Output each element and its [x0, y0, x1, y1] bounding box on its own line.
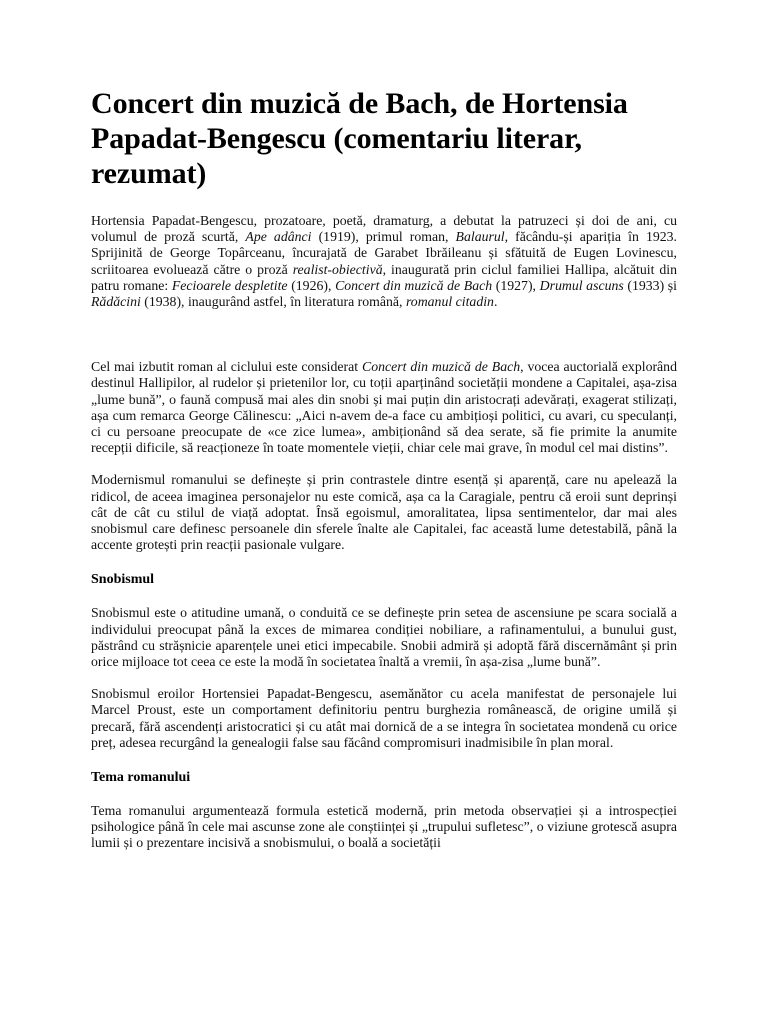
document-page [91, 86, 677, 852]
document-title: Concert din muzică de Bach, de Hortensia Papadat-Bengescu (comentariu literar, rezumat) [91, 87, 628, 190]
body-paragraph: Snobismul eroilor Hortensiei Papadat-Bengescu, asemănător cu acela manifestat de personajele lui Marcel Proust, este un comportament definitoriu pentru burghezia românească, de origine umilă și precară, fără ascendenți aristocratici și cu atât mai dornică de a se integra în societatea mondenă cu orice preț, adesea recurgând la genealogii false sau făcând compromisuri inadmisibile în plan moral. [91, 686, 677, 750]
text-run: (1919), primul roman, [311, 229, 456, 245]
book-title: Rădăcini [91, 294, 141, 310]
body-paragraph [91, 359, 677, 456]
emphasis: realist-obiectivă [292, 261, 383, 277]
body-paragraph: Tema romanului argumentează formula estetică modernă, prin metoda observației și a introspecției psihologice până în cele mai ascunse zone ale conștiinței și „trupului sufletesc”, o viziune grotescă asupra lumii și o prezentare incisivă a snobismului, o boală a societății [91, 803, 677, 851]
text-run: (1926), [287, 277, 336, 293]
text-run: . [493, 294, 498, 310]
text-run: (1938), inaugurând astfel, în literatura română, [140, 294, 406, 310]
body-paragraph: Modernismul romanului se definește și prin contrastele dintre esență și aparență, care nu apelează la ridicol, de aceea imaginea personajelor nu este comică, așa ca la Caragiale, pentru că eroii sunt deprinși cât de cât cu stilul de viață adoptat. Însă egoismul, amoralitatea, lipsa sentimentelor, dar mai ales snobismul care definesc persoanele din sferele înalte ale Capitalei, fac această lume detestabilă, până la accente grotești prin reacții pasionale vulgare. [91, 472, 677, 553]
text-run: Hortensia Papadat-Bengescu, prozatoare, poetă, dramaturg, a debutat la patruzeci și doi de ani, cu volumul de proză scurtă, [91, 213, 677, 245]
text-run: (1927), [492, 277, 540, 293]
body-paragraph: Snobismul este o atitudine umană, o conduită ce se definește prin setea de ascensiune pe scara socială a individului preocupat până la exces de mimarea condiției nobiliare, a rafinamentului, a bunului gust, păstrând cu strășnicie aparențele unei etici impecabile. Snobii admiră și adoptă fără discernământ și prin orice mijloace tot ceea ce este la modă în societatea înaltă a vremii, în așa-zisa „lume bună”. [91, 605, 677, 670]
book-title: Drumul ascuns [539, 277, 624, 293]
book-title: Balaurul [455, 229, 505, 245]
intro-paragraph [91, 213, 677, 310]
emphasis: romanul citadin [405, 294, 494, 310]
section-heading: Snobismul [91, 572, 155, 588]
book-title: Concert din muzică de Bach [362, 359, 521, 375]
text-run: , făcându-și apariția în 1923. Sprijinită de George Topârceanu, încurajată de Garabet Ibrăileanu și sfătuită de Eugen Lovinescu, scriitoarea evoluează către o proză [91, 229, 677, 277]
text-run: (1933) și [623, 277, 677, 293]
text-run: Cel mai izbutit roman al ciclului este considerat [91, 359, 362, 375]
book-title: Fecioarele despletite [171, 277, 288, 293]
book-title: Ape adânci [245, 229, 312, 245]
text-run: , inaugurată prin ciclul familiei Hallipa, alcătuit din patru romane: [91, 261, 677, 293]
text-run: , vocea auctorială explorând destinul Hallipilor, al rudelor și prietenilor lor, cu toții aparținând societății mondene a Capitalei, așa-zisa „lume bună”, o faună compusă mai ales din snobi și mai puțin din aristocrați adevărați, exagerat stilizați, așa cum remarca George Călinescu: „Aici n-avem de-a face cu ambițioși politici, cu avari, cu speculanți, ci cu persoane preocupate de «ce zice lumea», ambiționând să dea serate, să fie primite la anumite recepții dificile, să reacționeze în toate momentele vieții, chiar cele mai grave, în modul cel mai distins”. [91, 359, 677, 456]
section-heading: Tema romanului [91, 770, 191, 786]
book-title: Concert din muzică de Bach [335, 277, 493, 293]
